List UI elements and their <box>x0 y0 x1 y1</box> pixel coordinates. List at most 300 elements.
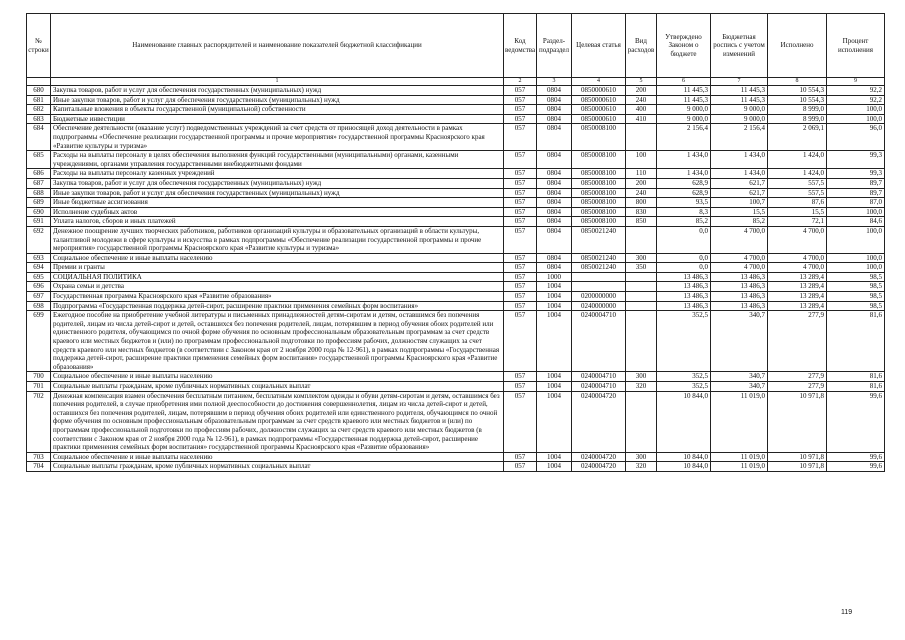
expense-type: 410 <box>626 114 657 124</box>
expense-type: 240 <box>626 95 657 105</box>
department-code: 057 <box>504 272 537 282</box>
expense-type: 830 <box>626 207 657 217</box>
approved-amount: 352,5 <box>657 382 711 392</box>
department-code: 057 <box>504 95 537 105</box>
executed-amount: 4 700,0 <box>768 263 827 273</box>
expense-type: 240 <box>626 188 657 198</box>
section-code: 0804 <box>537 178 572 188</box>
expense-type <box>626 311 657 372</box>
row-name: СОЦИАЛЬНАЯ ПОЛИТИКА <box>51 272 504 282</box>
expense-type: 400 <box>626 105 657 115</box>
column-number: 1 <box>51 78 504 86</box>
header-section: Раздел-подраздел <box>537 14 572 78</box>
budget-schedule-amount: 13 486,3 <box>711 282 768 292</box>
approved-amount: 13 486,3 <box>657 292 711 302</box>
expense-type: 200 <box>626 178 657 188</box>
budget-schedule-amount: 13 486,3 <box>711 292 768 302</box>
budget-schedule-amount: 1 434,0 <box>711 169 768 179</box>
header-budget-schedule: Бюджетная роспись с учетом изменений <box>711 14 768 78</box>
target-article: 0240000000 <box>572 301 626 311</box>
target-article: 0850021240 <box>572 226 626 253</box>
row-name: Капитальные вложения в объекты государственной (муниципальной) собственности <box>51 105 504 115</box>
expense-type <box>626 272 657 282</box>
approved-amount: 9 000,0 <box>657 114 711 124</box>
section-code: 0804 <box>537 207 572 217</box>
executed-amount: 8 999,0 <box>768 114 827 124</box>
target-article: 0240004720 <box>572 452 626 462</box>
section-code: 0804 <box>537 95 572 105</box>
column-number: 7 <box>711 78 768 86</box>
table-row <box>27 151 885 169</box>
section-code: 0804 <box>537 253 572 263</box>
executed-amount: 10 971,8 <box>768 462 827 472</box>
section-code: 0804 <box>537 217 572 227</box>
column-number: 5 <box>626 78 657 86</box>
executed-amount: 277,9 <box>768 311 827 372</box>
section-code: 1000 <box>537 272 572 282</box>
row-name: Социальные выплаты гражданам, кроме публичных нормативных социальных выплат <box>51 462 504 472</box>
table-row <box>27 207 885 217</box>
header-row-number: № строки <box>27 14 51 78</box>
expense-type <box>626 124 657 151</box>
budget-schedule-amount: 4 700,0 <box>711 263 768 273</box>
approved-amount: 0,0 <box>657 263 711 273</box>
row-number: 687 <box>27 178 51 188</box>
row-number: 704 <box>27 462 51 472</box>
budget-schedule-amount: 1 434,0 <box>711 151 768 169</box>
department-code: 057 <box>504 372 537 382</box>
approved-amount: 1 434,0 <box>657 169 711 179</box>
percent-executed: 96,0 <box>827 124 885 151</box>
approved-amount: 85,2 <box>657 217 711 227</box>
executed-amount: 15,5 <box>768 207 827 217</box>
executed-amount: 13 289,4 <box>768 272 827 282</box>
target-article: 0240004710 <box>572 372 626 382</box>
row-name: Иные закупки товаров, работ и услуг для обеспечения государственных (муниципальных) нужд <box>51 188 504 198</box>
approved-amount: 13 486,3 <box>657 282 711 292</box>
row-name: Расходы на выплаты персоналу в целях обеспечения выполнения функций государственными (муниципальными) органами, казенными учреждениями, органами управления государственными внебюджетными фондами <box>51 151 504 169</box>
table-row <box>27 311 885 372</box>
expense-type <box>626 292 657 302</box>
budget-schedule-amount: 11 445,3 <box>711 95 768 105</box>
target-article: 0850021240 <box>572 253 626 263</box>
row-number: 703 <box>27 452 51 462</box>
row-name: Социальное обеспечение и иные выплаты населению <box>51 253 504 263</box>
row-name: Ежегодное пособие на приобретение учебной литературы и письменных принадлежностей детям-сиротам и детям, оставшимся без попечения родителей, лицам из числа детей-сирот и детей, оставшихся без попечения родителей, лицам, потерявшим в период обучения обоих родителей или единственного родителя, обучающимся по очной форме обучения по основным профессиональным образовательным программам за счет средств краевого или местных бюджетов и (или) по программам профессиональной подготовки по профессиям рабочих, должностям служащих за счет средств краевого или местных бюджетов (в соответствии с Законом края от 2 ноября 2000 года № 12-961), в рамках подпрограммы «Государственная поддержка детей-сирот, расширение практики применения семейных форм воспитания» государственной программы Красноярского края «Развитие образования» <box>51 311 504 372</box>
section-code: 1004 <box>537 292 572 302</box>
table-row <box>27 292 885 302</box>
approved-amount: 11 445,3 <box>657 86 711 96</box>
section-code: 0804 <box>537 124 572 151</box>
approved-amount: 10 844,0 <box>657 452 711 462</box>
approved-amount: 352,5 <box>657 372 711 382</box>
percent-executed: 92,2 <box>827 86 885 96</box>
budget-schedule-amount: 13 486,3 <box>711 272 768 282</box>
department-code: 057 <box>504 124 537 151</box>
budget-schedule-amount: 340,7 <box>711 382 768 392</box>
row-name: Иные бюджетные ассигнования <box>51 198 504 208</box>
budget-schedule-amount: 11 445,3 <box>711 86 768 96</box>
section-code: 0804 <box>537 114 572 124</box>
row-number: 698 <box>27 301 51 311</box>
approved-amount: 2 156,4 <box>657 124 711 151</box>
table-row <box>27 391 885 452</box>
department-code: 057 <box>504 226 537 253</box>
table-row <box>27 462 885 472</box>
budget-schedule-amount: 11 019,0 <box>711 452 768 462</box>
expense-type: 320 <box>626 462 657 472</box>
budget-schedule-amount: 15,5 <box>711 207 768 217</box>
row-name: Закупка товаров, работ и услуг для обеспечения государственных (муниципальных) нужд <box>51 86 504 96</box>
row-number: 689 <box>27 198 51 208</box>
table-row <box>27 178 885 188</box>
header-department-code: Код ведомства <box>504 14 537 78</box>
executed-amount: 10 971,8 <box>768 391 827 452</box>
section-code: 1004 <box>537 382 572 392</box>
approved-amount: 628,9 <box>657 188 711 198</box>
table-row <box>27 272 885 282</box>
row-number: 688 <box>27 188 51 198</box>
approved-amount: 352,5 <box>657 311 711 372</box>
table-row <box>27 452 885 462</box>
section-code: 0804 <box>537 226 572 253</box>
department-code: 057 <box>504 292 537 302</box>
column-number: 6 <box>657 78 711 86</box>
department-code: 057 <box>504 178 537 188</box>
department-code: 057 <box>504 282 537 292</box>
budget-schedule-amount: 85,2 <box>711 217 768 227</box>
row-name: Уплата налогов, сборов и иных платежей <box>51 217 504 227</box>
column-number: 9 <box>827 78 885 86</box>
executed-amount: 1 424,0 <box>768 169 827 179</box>
executed-amount: 1 424,0 <box>768 151 827 169</box>
row-number: 691 <box>27 217 51 227</box>
row-number: 681 <box>27 95 51 105</box>
approved-amount: 9 000,0 <box>657 105 711 115</box>
percent-executed: 98,5 <box>827 272 885 282</box>
section-code: 1004 <box>537 372 572 382</box>
expense-type: 300 <box>626 372 657 382</box>
executed-amount: 557,5 <box>768 188 827 198</box>
section-code: 1004 <box>537 462 572 472</box>
budget-schedule-amount: 340,7 <box>711 372 768 382</box>
row-number: 700 <box>27 372 51 382</box>
section-code: 1004 <box>537 391 572 452</box>
section-code: 0804 <box>537 169 572 179</box>
target-article: 0240004710 <box>572 382 626 392</box>
row-name: Закупка товаров, работ и услуг для обеспечения государственных (муниципальных) нужд <box>51 178 504 188</box>
budget-schedule-amount: 11 019,0 <box>711 391 768 452</box>
approved-amount: 8,3 <box>657 207 711 217</box>
table-row <box>27 105 885 115</box>
department-code: 057 <box>504 263 537 273</box>
percent-executed: 100,0 <box>827 226 885 253</box>
row-name: Иные закупки товаров, работ и услуг для обеспечения государственных (муниципальных) нужд <box>51 95 504 105</box>
section-code: 0804 <box>537 188 572 198</box>
target-article: 0240004710 <box>572 311 626 372</box>
target-article: 0850008100 <box>572 198 626 208</box>
budget-schedule-amount: 11 019,0 <box>711 462 768 472</box>
executed-amount: 277,9 <box>768 382 827 392</box>
department-code: 057 <box>504 207 537 217</box>
approved-amount: 13 486,3 <box>657 272 711 282</box>
percent-executed: 100,0 <box>827 207 885 217</box>
expense-type: 300 <box>626 452 657 462</box>
row-name: Социальное обеспечение и иные выплаты населению <box>51 452 504 462</box>
section-code: 0804 <box>537 151 572 169</box>
executed-amount: 4 700,0 <box>768 253 827 263</box>
row-name: Денежная компенсация взамен обеспечения бесплатным питанием, бесплатным комплектом одежды и обуви детям-сиротам и детям, оставшимся без попечения родителей, в случае приобретения ими полной дееспособности до достижения совершеннолетия, лицам из числа детей-сирот и детей, оставшихся без попечения родителей, лицам, потерявшим в период обучения обоих родителей или единственного родителя, обучающимся по очной форме обучения по основным профессиональным образовательным программам за счет средств краевого или местных бюджетов и (или) по программам профессиональной подготовки по профессиям рабочих, должностям служащих за счет средств краевого или местных бюджетов (в соответствии с Законом края от 2 ноября 2000 года № 12-961), в рамках подпрограммы «Государственная поддержка детей-сирот, расширение практики применения семейных форм воспитания» государственной программы Красноярского края «Развитие образования» <box>51 391 504 452</box>
row-name: Премии и гранты <box>51 263 504 273</box>
header-target-article: Целевая статья <box>572 14 626 78</box>
row-name: Подпрограмма «Государственная поддержка детей-сирот, расширение практики применения семейных форм воспитания» <box>51 301 504 311</box>
row-number: 684 <box>27 124 51 151</box>
expense-type: 200 <box>626 86 657 96</box>
row-number: 695 <box>27 272 51 282</box>
row-number: 682 <box>27 105 51 115</box>
row-name: Охрана семьи и детства <box>51 282 504 292</box>
department-code: 057 <box>504 217 537 227</box>
target-article: 0240004720 <box>572 391 626 452</box>
executed-amount: 13 289,4 <box>768 292 827 302</box>
executed-amount: 87,6 <box>768 198 827 208</box>
expense-type <box>626 226 657 253</box>
target-article: 0850000610 <box>572 95 626 105</box>
target-article: 0850008100 <box>572 207 626 217</box>
header-expense-type: Вид расходов <box>626 14 657 78</box>
column-number: 4 <box>572 78 626 86</box>
executed-amount: 557,5 <box>768 178 827 188</box>
department-code: 057 <box>504 198 537 208</box>
department-code: 057 <box>504 188 537 198</box>
department-code: 057 <box>504 86 537 96</box>
approved-amount: 11 445,3 <box>657 95 711 105</box>
executed-amount: 2 069,1 <box>768 124 827 151</box>
approved-amount: 10 844,0 <box>657 391 711 452</box>
executed-amount: 4 700,0 <box>768 226 827 253</box>
header-percent: Процент исполнения <box>827 14 885 78</box>
department-code: 057 <box>504 105 537 115</box>
table-row <box>27 253 885 263</box>
approved-amount: 0,0 <box>657 253 711 263</box>
percent-executed: 100,0 <box>827 114 885 124</box>
target-article: 0850008100 <box>572 169 626 179</box>
percent-executed: 99,3 <box>827 169 885 179</box>
row-name: Социальные выплаты гражданам, кроме публичных нормативных социальных выплат <box>51 382 504 392</box>
executed-amount: 10 971,8 <box>768 452 827 462</box>
table-row <box>27 301 885 311</box>
percent-executed: 81,6 <box>827 311 885 372</box>
percent-executed: 89,7 <box>827 178 885 188</box>
approved-amount: 0,0 <box>657 226 711 253</box>
row-number: 686 <box>27 169 51 179</box>
row-name: Расходы на выплаты персоналу казенных учреждений <box>51 169 504 179</box>
column-number-row <box>27 78 885 86</box>
row-name: Социальное обеспечение и иные выплаты населению <box>51 372 504 382</box>
section-code: 1004 <box>537 452 572 462</box>
table-row <box>27 86 885 96</box>
department-code: 057 <box>504 253 537 263</box>
table-row <box>27 169 885 179</box>
expense-type: 100 <box>626 151 657 169</box>
budget-schedule-amount: 2 156,4 <box>711 124 768 151</box>
expense-type: 800 <box>626 198 657 208</box>
table-row <box>27 382 885 392</box>
expense-type: 350 <box>626 263 657 273</box>
table-row <box>27 95 885 105</box>
expense-type <box>626 282 657 292</box>
target-article: 0240004720 <box>572 462 626 472</box>
percent-executed: 98,5 <box>827 301 885 311</box>
page-number: 119 <box>841 609 853 616</box>
budget-schedule-amount: 621,7 <box>711 178 768 188</box>
expense-type: 850 <box>626 217 657 227</box>
department-code: 057 <box>504 452 537 462</box>
executed-amount: 8 999,0 <box>768 105 827 115</box>
budget-schedule-amount: 4 700,0 <box>711 226 768 253</box>
column-number: 2 <box>504 78 537 86</box>
target-article: 0850000610 <box>572 105 626 115</box>
budget-schedule-amount: 621,7 <box>711 188 768 198</box>
target-article: 0850008100 <box>572 217 626 227</box>
table-row <box>27 217 885 227</box>
column-number: 8 <box>768 78 827 86</box>
row-name: Обеспечение деятельности (оказание услуг) подведомственных учреждений за счет средств от приносящей доход деятельности в рамках подпрограммы «Обеспечение реализации государственной программы и прочие мероприятия» государственной программы Красноярского края «Развитие культуры и туризма» <box>51 124 504 151</box>
approved-amount: 10 844,0 <box>657 462 711 472</box>
table-row <box>27 282 885 292</box>
column-number: 3 <box>537 78 572 86</box>
executed-amount: 277,9 <box>768 372 827 382</box>
target-article <box>572 272 626 282</box>
percent-executed: 81,6 <box>827 382 885 392</box>
row-number: 701 <box>27 382 51 392</box>
expense-type: 110 <box>626 169 657 179</box>
budget-schedule-amount: 340,7 <box>711 311 768 372</box>
budget-schedule-amount: 4 700,0 <box>711 253 768 263</box>
row-number: 685 <box>27 151 51 169</box>
row-number: 697 <box>27 292 51 302</box>
target-article: 0850008100 <box>572 178 626 188</box>
department-code: 057 <box>504 151 537 169</box>
expense-type: 320 <box>626 382 657 392</box>
table-row <box>27 114 885 124</box>
percent-executed: 99,3 <box>827 151 885 169</box>
executed-amount: 13 289,4 <box>768 301 827 311</box>
target-article: 0200000000 <box>572 292 626 302</box>
percent-executed: 87,0 <box>827 198 885 208</box>
approved-amount: 628,9 <box>657 178 711 188</box>
percent-executed: 100,0 <box>827 263 885 273</box>
executed-amount: 13 289,4 <box>768 282 827 292</box>
department-code: 057 <box>504 114 537 124</box>
department-code: 057 <box>504 382 537 392</box>
percent-executed: 81,6 <box>827 372 885 382</box>
department-code: 057 <box>504 391 537 452</box>
row-number: 699 <box>27 311 51 372</box>
table-row <box>27 124 885 151</box>
percent-executed: 99,6 <box>827 452 885 462</box>
budget-schedule-amount: 9 000,0 <box>711 105 768 115</box>
department-code: 057 <box>504 462 537 472</box>
row-number: 683 <box>27 114 51 124</box>
target-article: 0850000610 <box>572 114 626 124</box>
department-code: 057 <box>504 311 537 372</box>
budget-schedule-amount: 9 000,0 <box>711 114 768 124</box>
section-code: 0804 <box>537 198 572 208</box>
expense-type: 300 <box>626 253 657 263</box>
section-code: 0804 <box>537 263 572 273</box>
percent-executed: 98,5 <box>827 282 885 292</box>
percent-executed: 99,6 <box>827 462 885 472</box>
expense-type <box>626 391 657 452</box>
row-number: 694 <box>27 263 51 273</box>
header-approved: Утверждено Законом о бюджете <box>657 14 711 78</box>
target-article: 0850008100 <box>572 188 626 198</box>
percent-executed: 100,0 <box>827 253 885 263</box>
column-number-blank <box>27 78 51 86</box>
row-number: 693 <box>27 253 51 263</box>
budget-table-page <box>26 13 884 472</box>
row-number: 702 <box>27 391 51 452</box>
percent-executed: 99,6 <box>827 391 885 452</box>
table-row <box>27 188 885 198</box>
target-article: 0850000610 <box>572 86 626 96</box>
department-code: 057 <box>504 169 537 179</box>
executed-amount: 10 554,3 <box>768 86 827 96</box>
expense-type <box>626 301 657 311</box>
percent-executed: 98,5 <box>827 292 885 302</box>
header-row <box>27 14 885 78</box>
target-article: 0850008100 <box>572 124 626 151</box>
row-name: Исполнение судебных актов <box>51 207 504 217</box>
table-row <box>27 372 885 382</box>
executed-amount: 10 554,3 <box>768 95 827 105</box>
row-name: Бюджетные инвестиции <box>51 114 504 124</box>
section-code: 1004 <box>537 301 572 311</box>
department-code: 057 <box>504 301 537 311</box>
target-article <box>572 282 626 292</box>
row-number: 692 <box>27 226 51 253</box>
row-name: Государственная программа Красноярского края «Развитие образования» <box>51 292 504 302</box>
table-row <box>27 263 885 273</box>
approved-amount: 93,5 <box>657 198 711 208</box>
section-code: 0804 <box>537 105 572 115</box>
table-row <box>27 226 885 253</box>
section-code: 1004 <box>537 282 572 292</box>
approved-amount: 1 434,0 <box>657 151 711 169</box>
target-article: 0850021240 <box>572 263 626 273</box>
budget-schedule-amount: 13 486,3 <box>711 301 768 311</box>
row-name: Денежное поощрение лучших творческих работников, работников организаций культуры и образовательных организаций в области культуры, талантливой молодежи в сфере культуры и искусства в рамках подпрограммы «Обеспечение реализации государственной программы и прочие мероприятия» государственной программы Красноярского края «Развитие культуры и туризма» <box>51 226 504 253</box>
row-number: 690 <box>27 207 51 217</box>
row-number: 696 <box>27 282 51 292</box>
percent-executed: 92,2 <box>827 95 885 105</box>
percent-executed: 84,6 <box>827 217 885 227</box>
section-code: 1004 <box>537 311 572 372</box>
percent-executed: 100,0 <box>827 105 885 115</box>
budget-table <box>26 13 885 472</box>
row-number: 680 <box>27 86 51 96</box>
executed-amount: 72,1 <box>768 217 827 227</box>
table-row <box>27 198 885 208</box>
approved-amount: 13 486,3 <box>657 301 711 311</box>
header-executed: Исполнено <box>768 14 827 78</box>
header-name: Наименование главных распорядителей и наименование показателей бюджетной классификации <box>51 14 504 78</box>
budget-schedule-amount: 100,7 <box>711 198 768 208</box>
section-code: 0804 <box>537 86 572 96</box>
percent-executed: 89,7 <box>827 188 885 198</box>
target-article: 0850008100 <box>572 151 626 169</box>
